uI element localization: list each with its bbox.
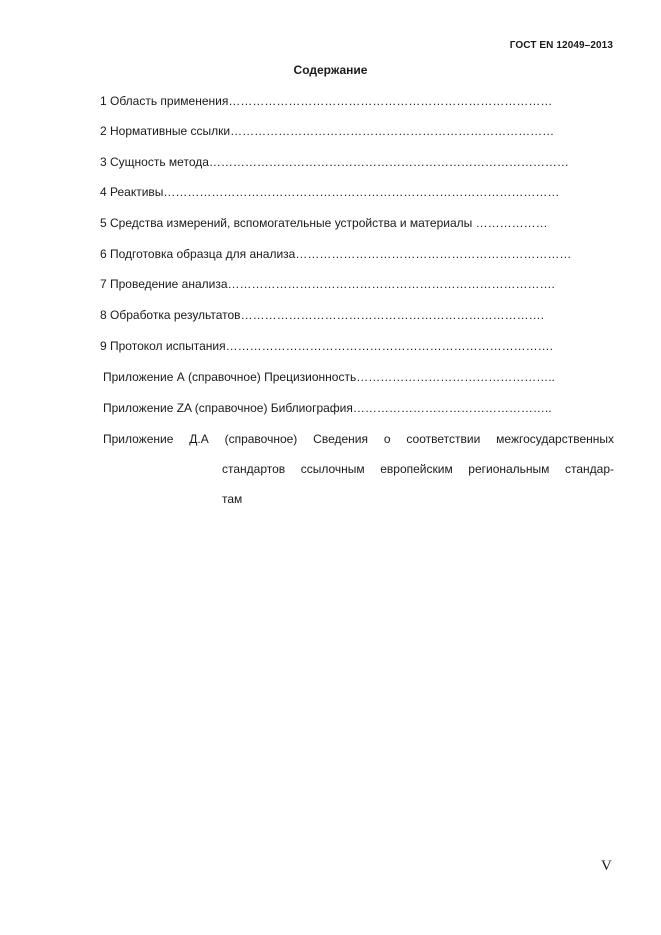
document-code: ГОСТ EN 12049–2013 <box>509 40 613 51</box>
toc-entry-9[interactable] <box>100 336 610 356</box>
toc-entry-text: Приложение ZA (справочное) Библиография <box>103 401 353 415</box>
annex-da-line-2: стандартов ссылочным европейским региональным стандар- <box>222 462 614 476</box>
toc-entry-3[interactable] <box>100 152 614 172</box>
toc-entry-text: 9 Протокол испытания <box>100 339 226 353</box>
toc-entry-leader: ……………………………………………………………………………………… <box>163 185 560 199</box>
toc-entry-leader: ………………………………………………………………………. <box>225 339 553 353</box>
toc-entry-leader: …………………………………………………………… <box>295 247 572 261</box>
toc-entry-text: 5 Средства измерений, вспомогательные устройства и материалы <box>100 216 476 230</box>
toc-entry-4[interactable] <box>100 182 613 202</box>
toc-entry-text: 3 Сущность метода <box>100 155 209 169</box>
toc-entry-leader: …………………………………………………………………. <box>240 308 544 322</box>
toc-entry-leader: ……………… <box>475 216 548 230</box>
toc-entry-2[interactable] <box>100 121 605 141</box>
toc-entry-1[interactable] <box>100 91 603 111</box>
toc-entry-text: 2 Нормативные ссылки <box>100 124 231 138</box>
toc-entry-text: 1 Область применения <box>100 94 229 108</box>
toc-entry-text: Приложение А (справочное) Прецизионность <box>103 370 357 384</box>
toc-title: Содержание <box>293 63 368 77</box>
toc-entry-text: 4 Реактивы <box>100 185 164 199</box>
toc-entry-5[interactable] <box>100 213 605 233</box>
toc-entry-8[interactable] <box>100 305 610 325</box>
toc-entry-leader: ………………………………………………………………………. <box>227 277 555 291</box>
toc-entry-annex-za[interactable] <box>103 398 606 418</box>
toc-entry-text: 6 Подготовка образца для анализа <box>100 247 296 261</box>
page-number: V <box>601 858 612 874</box>
toc-entry-text: 7 Проведение анализа <box>100 277 228 291</box>
annex-da-line-3: там <box>222 492 243 506</box>
toc-entry-annex-da[interactable] <box>103 430 614 520</box>
toc-entry-text: 8 Обработка результатов <box>100 308 241 322</box>
toc-entry-leader: ………………………………………….. <box>356 370 555 384</box>
toc-entry-leader: ……………………………………………………………………… <box>228 94 553 108</box>
toc-entry-leader: ……………………………………………………………………………… <box>208 155 569 169</box>
toc-entry-7[interactable] <box>100 274 609 294</box>
toc-entry-annex-a[interactable] <box>103 367 609 387</box>
toc-entry-leader: ……………………………………………………………………… <box>230 124 555 138</box>
toc-entry-6[interactable] <box>100 244 613 264</box>
annex-da-line-1: Приложение Д.А (справочное) Сведения о соответствии межгосударственных <box>103 432 614 446</box>
toc-entry-leader: ………………………………………….. <box>352 401 552 415</box>
